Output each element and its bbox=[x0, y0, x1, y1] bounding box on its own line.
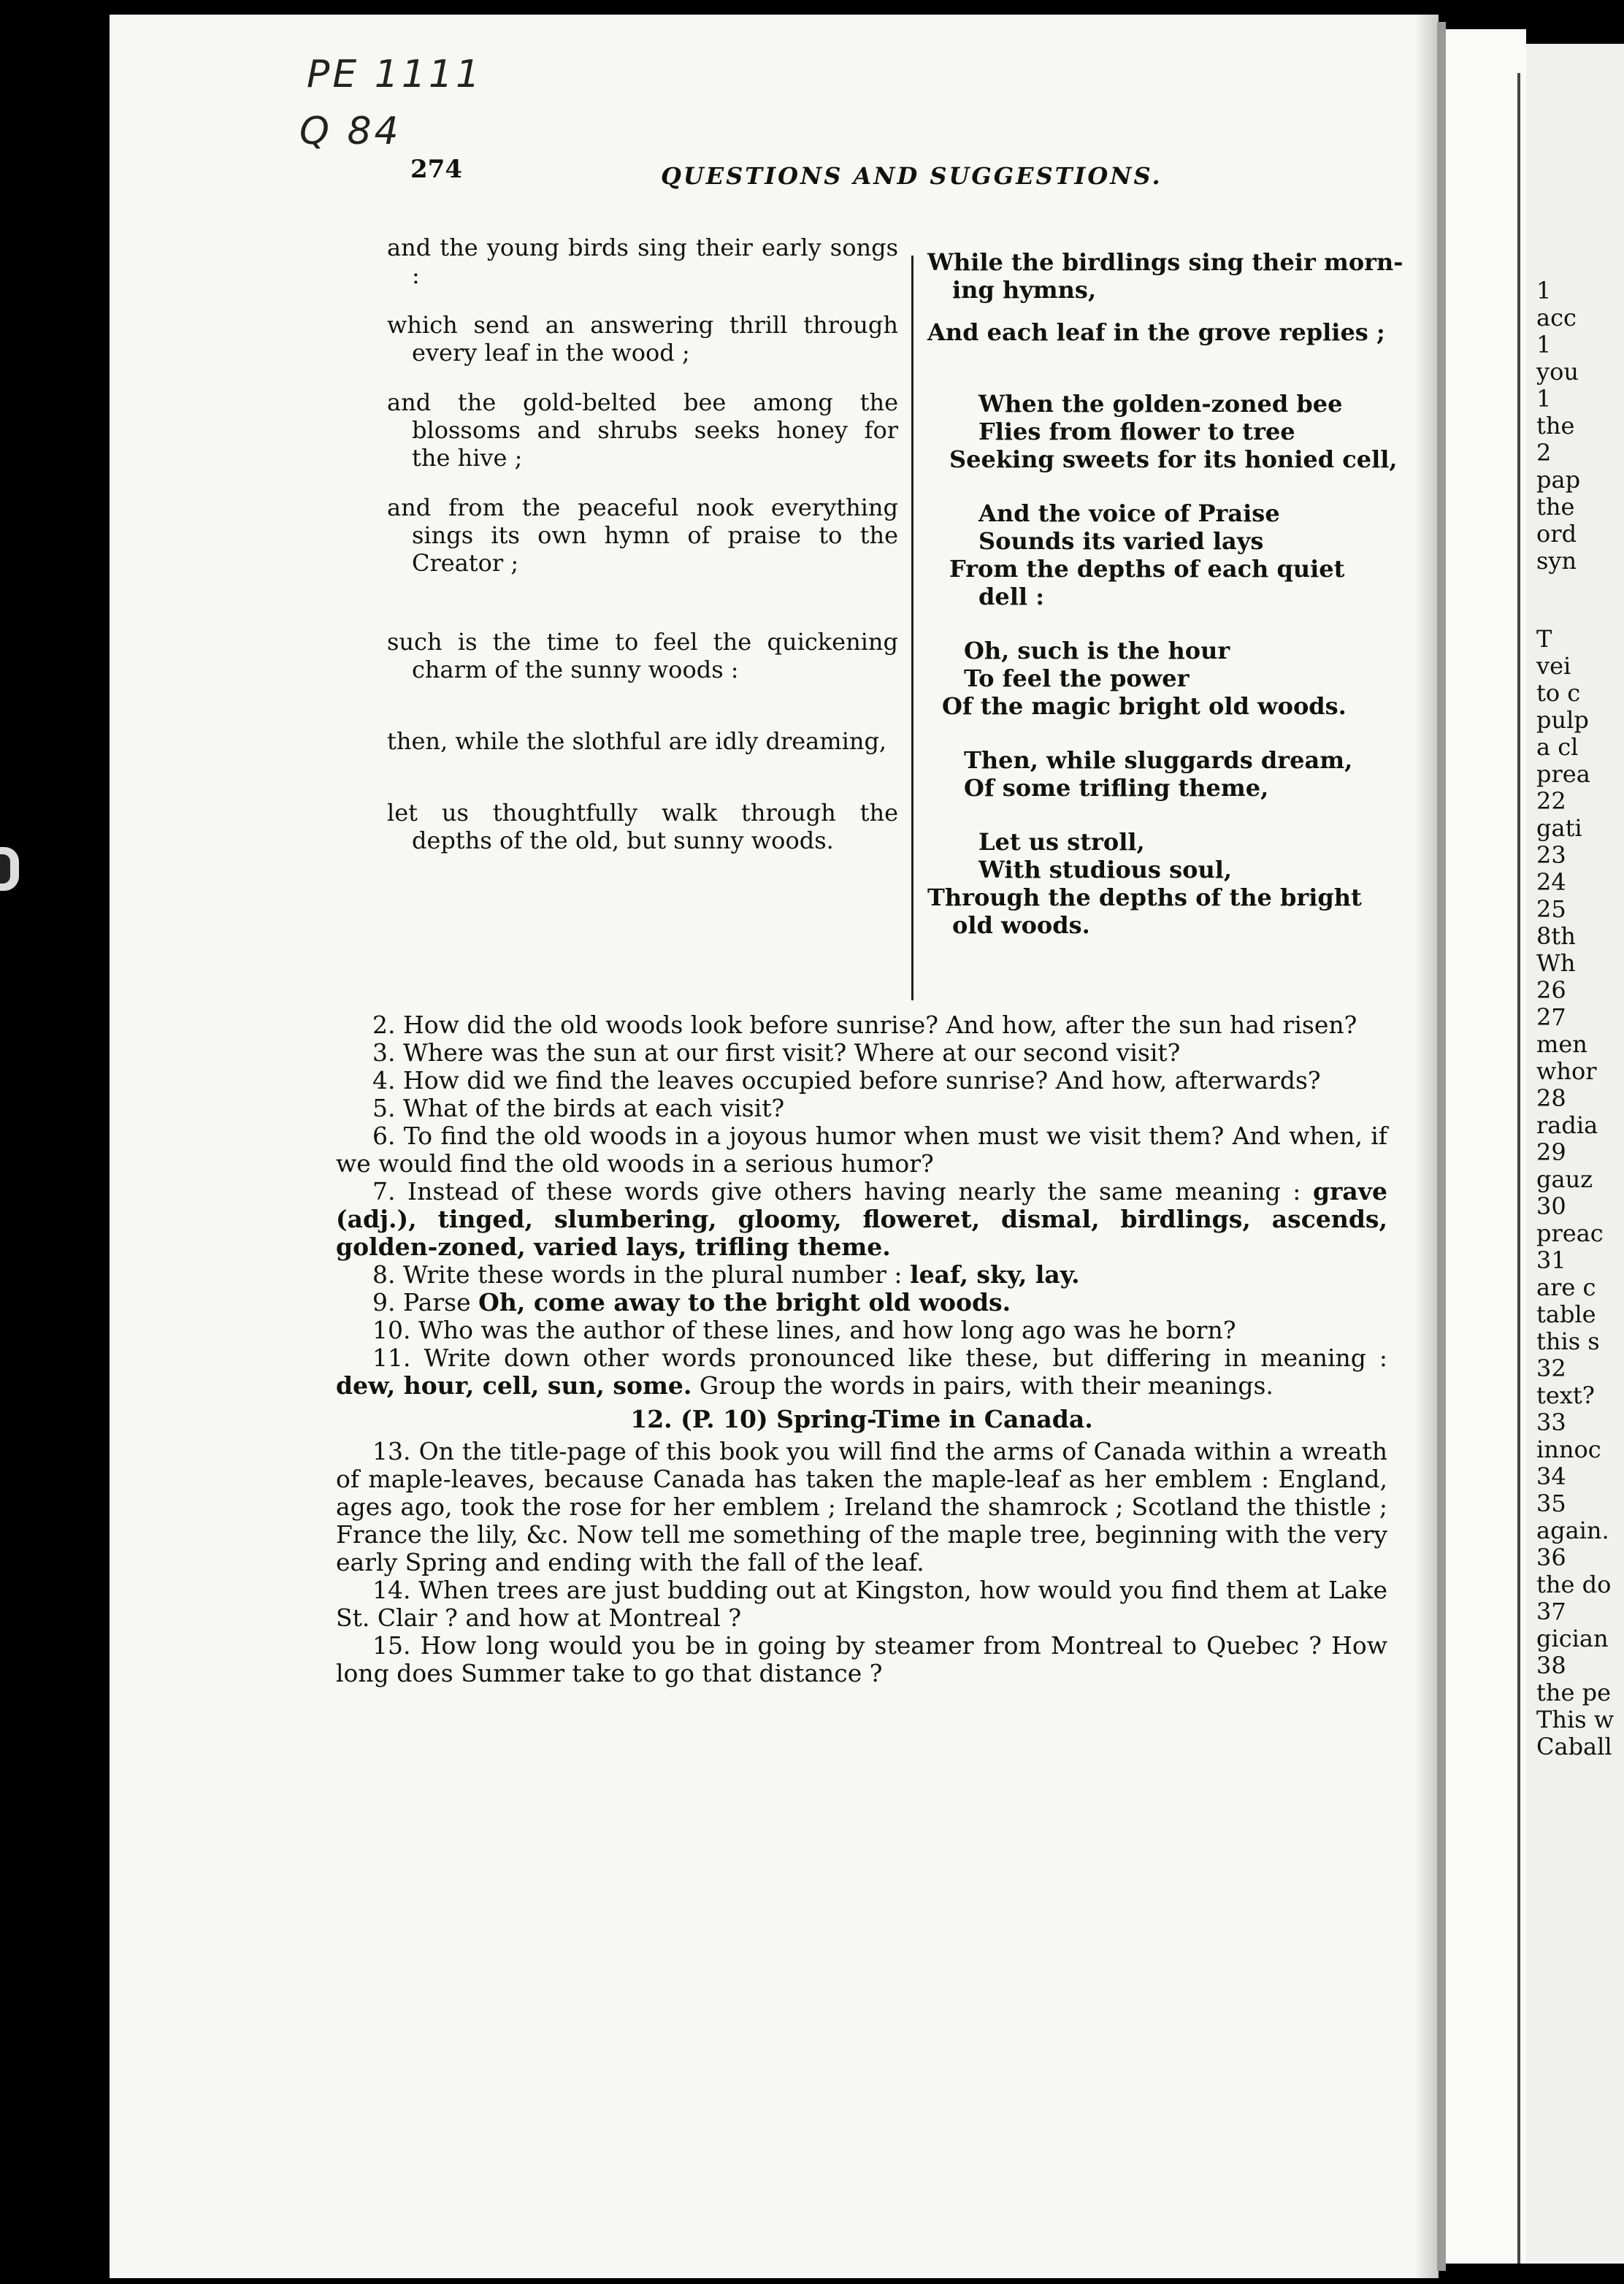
poem-line: Flies from flower to tree bbox=[978, 418, 1295, 445]
scan-clip-shadow bbox=[0, 854, 10, 884]
facing-page-fragment: 8th bbox=[1536, 923, 1576, 950]
question-text: 11. Write down other words pronounced like these, but differing in meaning : bbox=[372, 1344, 1387, 1372]
poem-stanza bbox=[927, 248, 1439, 304]
facing-page-fragment: pap bbox=[1536, 467, 1581, 494]
facing-page-fragment: men bbox=[1536, 1031, 1587, 1058]
question: 10. Who was the author of these lines, and how long ago was he born? bbox=[372, 1316, 1236, 1344]
poem-line: While the birdlings sing their morn- bbox=[927, 248, 1403, 276]
poem-line: Seeking sweets for its honied cell, bbox=[949, 445, 1398, 473]
page-number: 274 bbox=[410, 155, 462, 184]
facing-page-fragment: pulp bbox=[1536, 707, 1589, 734]
facing-page-fragment: 33 bbox=[1536, 1409, 1566, 1436]
question bbox=[336, 1344, 1387, 1400]
facing-page-fragment: 34 bbox=[1536, 1463, 1566, 1490]
column-divider bbox=[911, 256, 914, 1000]
poem-line: And each leaf in the grove replies ; bbox=[927, 318, 1385, 346]
facing-page-fragment: this s bbox=[1536, 1328, 1600, 1355]
question: 5. What of the birds at each visit? bbox=[372, 1094, 785, 1122]
poem-stanza bbox=[927, 390, 1439, 473]
facing-page-fragment: 28 bbox=[1536, 1085, 1566, 1112]
facing-page-fragment: to c bbox=[1536, 680, 1581, 707]
facing-page-fragment: the bbox=[1536, 413, 1575, 440]
poem-stanza bbox=[927, 746, 1439, 802]
facing-page-fragment: 37 bbox=[1536, 1598, 1566, 1625]
question: 6. To find the old woods in a joyous humor when must we visit them? And when, if we would find the old woods in a serious humor? bbox=[336, 1122, 1387, 1178]
facing-page-fragment: 2 bbox=[1536, 440, 1552, 467]
facing-page-fragment: 35 bbox=[1536, 1490, 1566, 1517]
poem-line: ing hymns, bbox=[952, 276, 1097, 304]
question: 13. On the title-page of this book you will find the arms of Canada within a wreath of maple-leaves, because Canada has taken the maple-leaf as her emblem : England, ages ago, took the rose for her emblem ; Ireland the shamrock ; Scotland the thistle ; France the lily, &c. Now tell me something of the maple tree, beginning with the very early Spring and ending with the fall of the leaf. bbox=[336, 1437, 1387, 1576]
facing-page-fragment: 32 bbox=[1536, 1355, 1566, 1382]
prose-paraphrase-column bbox=[387, 234, 898, 854]
poem-line: Sounds its varied lays bbox=[978, 527, 1264, 555]
poem-stanza bbox=[927, 637, 1439, 720]
poem-line: Then, while sluggards dream, bbox=[964, 746, 1353, 774]
facing-page-fragment: 29 bbox=[1536, 1139, 1566, 1166]
catalog-mark-2: Q 84 bbox=[299, 110, 402, 153]
question-keywords: Oh, come away to the bright old woods. bbox=[478, 1288, 1011, 1317]
facing-page-fragment: the pe bbox=[1536, 1679, 1611, 1706]
question: 14. When trees are just budding out at Kingston, how would you find them at Lake St. Clair ? and how at Montreal ? bbox=[336, 1576, 1387, 1632]
facing-page-fragment: 25 bbox=[1536, 896, 1566, 923]
poem-line: And the voice of Praise bbox=[978, 499, 1280, 527]
facing-page-fragment: again. bbox=[1536, 1517, 1609, 1544]
facing-page-text bbox=[1536, 277, 1624, 1760]
catalog-mark-1: PE 1111 bbox=[307, 53, 483, 96]
page-gutter bbox=[1446, 29, 1526, 2264]
facing-page-fragment: syn bbox=[1536, 548, 1577, 575]
facing-page-fragment: are c bbox=[1536, 1274, 1596, 1301]
poem-line: old woods. bbox=[952, 911, 1090, 939]
facing-page-fragment: acc bbox=[1536, 304, 1577, 332]
facing-page-fragment: you bbox=[1536, 359, 1579, 386]
poem-line: With studious soul, bbox=[978, 856, 1232, 884]
facing-page-fragment: prea bbox=[1536, 761, 1590, 788]
facing-page-fragment bbox=[1536, 575, 1624, 626]
poem-line: Oh, such is the hour bbox=[964, 637, 1230, 664]
question: 2. How did the old woods look before sunrise? And how, after the sun had risen? bbox=[372, 1011, 1357, 1039]
facing-page-fragment: gati bbox=[1536, 815, 1582, 842]
facing-page-fragment: 1 bbox=[1536, 277, 1552, 304]
poem-line: When the golden-zoned bee bbox=[978, 390, 1343, 418]
poem-line: From the depths of each quiet bbox=[949, 555, 1345, 583]
poem-line: dell : bbox=[978, 583, 1044, 610]
poem-stanza bbox=[927, 318, 1439, 346]
facing-page-fragment: 30 bbox=[1536, 1193, 1566, 1220]
facing-page-edge-line bbox=[1517, 73, 1520, 2264]
facing-page-fragment: This w bbox=[1536, 1706, 1615, 1733]
poem-line: Through the depths of the bright bbox=[927, 884, 1362, 911]
poem-line: To feel the power bbox=[964, 664, 1190, 692]
question-text: 9. Parse bbox=[372, 1288, 471, 1317]
facing-page-fragment: the do bbox=[1536, 1571, 1612, 1598]
facing-page-fragment: table bbox=[1536, 1301, 1596, 1328]
facing-page-fragment: gauz bbox=[1536, 1166, 1593, 1193]
facing-page-fragment: Caball bbox=[1536, 1733, 1612, 1760]
facing-page-fragment: 31 bbox=[1536, 1247, 1566, 1274]
facing-page-fragment: 36 bbox=[1536, 1544, 1566, 1571]
facing-page-fragment: 26 bbox=[1536, 977, 1566, 1004]
facing-page-fragment: innoc bbox=[1536, 1436, 1601, 1463]
paraphrase-line: such is the time to feel the quickening charm of the sunny woods : bbox=[387, 628, 898, 683]
poem-column bbox=[927, 248, 1439, 939]
question-keywords: leaf, sky, lay. bbox=[910, 1260, 1080, 1289]
question bbox=[336, 1178, 1387, 1261]
facing-page-fragment: ord bbox=[1536, 521, 1577, 548]
facing-page-fragment: 22 bbox=[1536, 788, 1566, 815]
running-head: QUESTIONS AND SUGGESTIONS. bbox=[661, 162, 1163, 190]
poem-stanza bbox=[927, 828, 1439, 939]
facing-page-fragment: T bbox=[1536, 626, 1552, 653]
facing-page-fragment: 23 bbox=[1536, 842, 1566, 869]
question-text: Group the words in pairs, with their meanings. bbox=[699, 1371, 1273, 1400]
paraphrase-line: and the gold-belted bee among the blossoms and shrubs seeks honey for the hive ; bbox=[387, 388, 898, 472]
facing-page-fragment: preac bbox=[1536, 1220, 1604, 1247]
questions-list bbox=[336, 1011, 1387, 1687]
paraphrase-line: and the young birds sing their early songs : bbox=[387, 234, 898, 289]
poem-line: Of the magic bright old woods. bbox=[942, 692, 1347, 720]
section-heading: 12. (P. 10) Spring-Time in Canada. bbox=[630, 1405, 1093, 1433]
paraphrase-line: let us thoughtfully walk through the depths of the old, but sunny woods. bbox=[387, 799, 898, 854]
paraphrase-line: which send an answering thrill through every leaf in the wood ; bbox=[387, 311, 898, 367]
facing-page-fragment: 1 bbox=[1536, 386, 1552, 413]
facing-page-fragment: 27 bbox=[1536, 1004, 1566, 1031]
paraphrase-line: and from the peaceful nook everything sings its own hymn of praise to the Creator ; bbox=[387, 494, 898, 577]
paraphrase-line: then, while the slothful are idly dreaming, bbox=[387, 727, 887, 755]
question-keywords: grave (adj.), tinged, slumbering, gloomy, floweret, dismal, birdlings, ascends, golden-zoned, varied lays, trifling theme. bbox=[336, 1177, 1387, 1261]
question-text: 8. Write these words in the plural number : bbox=[372, 1260, 903, 1289]
poem-stanza bbox=[927, 499, 1439, 610]
poem-line: Of some trifling theme, bbox=[964, 774, 1269, 802]
facing-page-fragment: whor bbox=[1536, 1058, 1597, 1085]
facing-page-fragment: gician bbox=[1536, 1625, 1609, 1652]
question: 3. Where was the sun at our first visit? Where at our second visit? bbox=[372, 1038, 1181, 1067]
poem-line: Let us stroll, bbox=[978, 828, 1145, 856]
facing-page-fragment: a cl bbox=[1536, 734, 1579, 761]
facing-page-fragment: vei bbox=[1536, 653, 1571, 680]
question: 15. How long would you be in going by steamer from Montreal to Quebec ? How long does Summer take to go that distance ? bbox=[336, 1631, 1387, 1687]
facing-page-fragment: 24 bbox=[1536, 869, 1566, 896]
facing-page-fragment: 38 bbox=[1536, 1652, 1566, 1679]
facing-page-fragment: radia bbox=[1536, 1112, 1598, 1139]
facing-page-fragment: 1 bbox=[1536, 332, 1552, 359]
facing-page-fragment: text? bbox=[1536, 1382, 1595, 1409]
question bbox=[336, 1261, 1387, 1289]
question-text: 7. Instead of these words give others having nearly the same meaning : bbox=[372, 1177, 1301, 1206]
question: 4. How did we find the leaves occupied before sunrise? And how, afterwards? bbox=[372, 1066, 1321, 1095]
facing-page-fragment: the bbox=[1536, 494, 1575, 521]
question-keywords: dew, hour, cell, sun, some. bbox=[336, 1371, 692, 1400]
question bbox=[336, 1289, 1387, 1317]
facing-page-fragment: Wh bbox=[1536, 950, 1576, 977]
